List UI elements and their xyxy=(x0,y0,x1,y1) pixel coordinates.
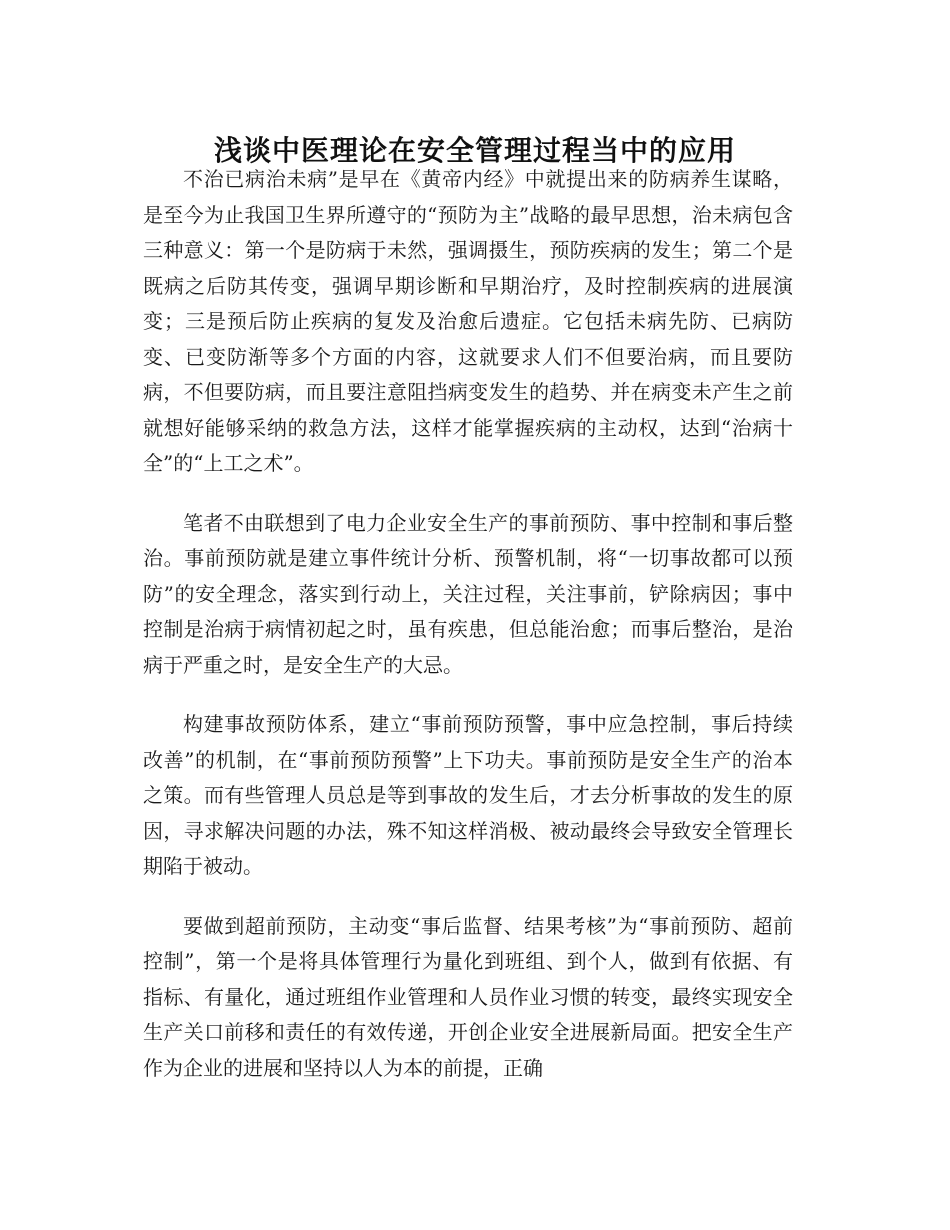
paragraph-2: 笔者不由联想到了电力企业安全生产的事前预防、事中控制和事后整治。事前预防就是建立事件统计分析、预警机制，将“一切事故都可以预防”的安全理念，落实到行动上，关注过程，关注事前，铲除病因；事中控制是治病于病情初起之时，虽有疾患，但总能治愈；而事后整治，是治病于严重之时，是安全生产的大忌。 xyxy=(143,510,793,677)
paragraph-1: 不治已病治未病”是早在《黄帝内经》中就提出来的防病养生谋略，是至今为止我国卫生界所遵守的“预防为主”战略的最早思想，治未病包含三种意义：第一个是防病于未然，强调摄生，预防疾病的发生；第二个是既病之后防其传变，强调早期诊断和早期治疗，及时控制疾病的进展演变；三是预后防止疾病的复发及治愈后遗症。它包括未病先防、已病防变、已变防渐等多个方面的内容，这就要求人们不但要治病，而且要防病，不但要防病，而且要注意阻挡病变发生的趋势、并在病变未产生之前就想好能够采纳的救急方法，这样才能掌握疾病的主动权，达到“治病十全”的“上工之术”。 xyxy=(143,167,793,475)
paragraph-3: 构建事故预防体系，建立“事前预防预警，事中应急控制，事后持续改善”的机制，在“事前预防预警”上下功夫。事前预防是安全生产的治本之策。而有些管理人员总是等到事故的发生后，才去分析事故的发生的原因，寻求解决问题的办法，殊不知这样消极、被动最终会导致安全管理长期陷于被动。 xyxy=(143,712,793,878)
document-title: 浅谈中医理论在安全管理过程当中的应用 xyxy=(213,133,736,167)
document-body xyxy=(143,162,793,1110)
paragraph-4: 要做到超前预防，主动变“事后监督、结果考核”为“事前预防、超前控制”，第一个是将具体管理行为量化到班组、到个人，做到有依据、有指标、有量化，通过班组作业管理和人员作业习惯的转变，最终实现安全生产关口前移和责任的有效传递，开创企业安全进展新局面。把安全生产作为企业的进展和坚持以人为本的前提，正确 xyxy=(143,913,793,1080)
